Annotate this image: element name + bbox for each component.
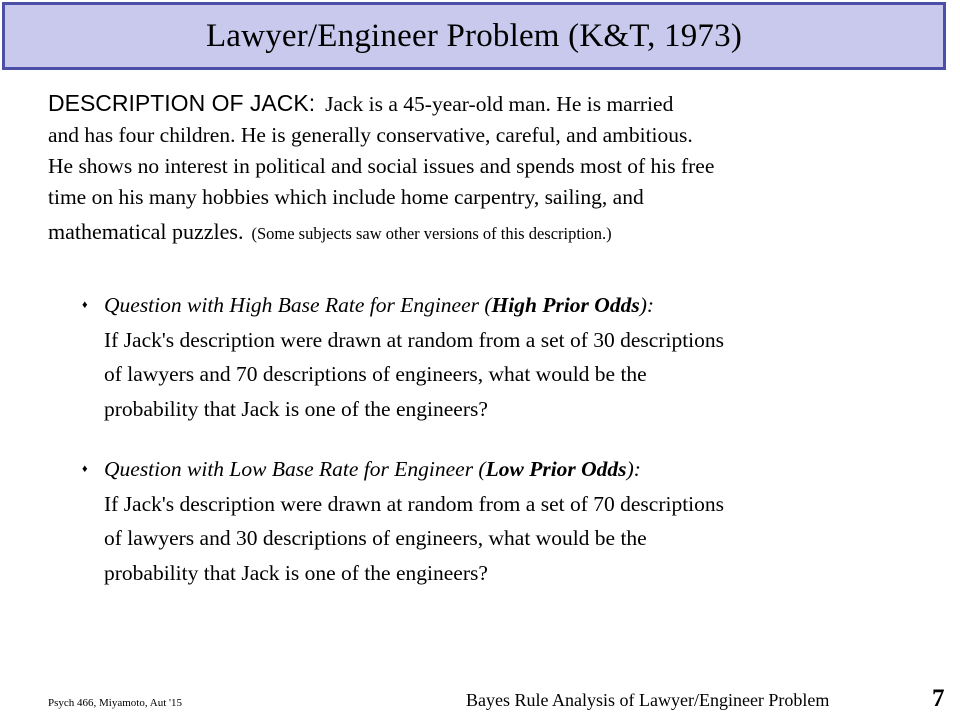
description-text-1: Jack is a 45-year-old man. He is married — [325, 92, 674, 116]
question-heading-prefix: Question with Low Base Rate for Engineer ( — [104, 457, 486, 481]
question-line: If Jack's description were drawn at random from a set of 30 descriptions — [104, 327, 725, 352]
description-note: (Some subjects saw other versions of this description.) — [251, 224, 612, 243]
question-heading-bold: High Prior Odds — [491, 293, 640, 317]
question-line: If Jack's description were drawn at random from a set of 70 descriptions — [104, 491, 725, 516]
footer-course-label: Psych 466, Miyamoto, Aut '15 — [48, 697, 182, 709]
question-line: of lawyers and 70 descriptions of engineers, what would be the — [104, 362, 647, 386]
description-line-5 — [48, 213, 928, 253]
description-line-4: time on his many hobbies which include home carpentry, sailing, and — [48, 185, 644, 209]
description-line-1 — [48, 88, 928, 120]
question-line: probability that Jack is one of the engineers? — [104, 396, 488, 421]
question-high-base-rate — [84, 288, 944, 426]
question-heading — [104, 452, 944, 487]
diamond-bullet-icon: ♦ — [82, 463, 88, 475]
question-line: of lawyers and 30 descriptions of engineers, what would be the — [104, 526, 647, 550]
page-number: 7 — [932, 685, 945, 712]
question-body — [104, 487, 944, 591]
question-line: probability that Jack is one of the engineers? — [104, 560, 488, 585]
question-heading-suffix: ): — [639, 293, 655, 317]
description-line-3: He shows no interest in political and social issues and spends most of his free — [48, 154, 715, 178]
footer-slide-topic: Bayes Rule Analysis of Lawyer/Engineer Problem — [466, 690, 830, 710]
question-heading-prefix: Question with High Base Rate for Engineer ( — [104, 293, 492, 317]
description-heading: DESCRIPTION OF JACK: — [48, 90, 316, 116]
question-body — [104, 323, 944, 427]
description-block — [48, 88, 928, 253]
description-line-2: and has four children. He is generally conservative, careful, and ambitious. — [48, 123, 693, 147]
diamond-bullet-icon: ♦ — [82, 299, 88, 311]
description-text-5: mathematical puzzles. — [48, 219, 244, 244]
title-banner — [2, 2, 946, 70]
question-heading-bold: Low Prior Odds — [485, 457, 627, 481]
question-heading — [104, 288, 944, 323]
question-low-base-rate — [84, 452, 944, 590]
question-heading-suffix: ): — [626, 457, 641, 481]
slide-title: Lawyer/Engineer Problem (K&T, 1973) — [205, 17, 743, 54]
